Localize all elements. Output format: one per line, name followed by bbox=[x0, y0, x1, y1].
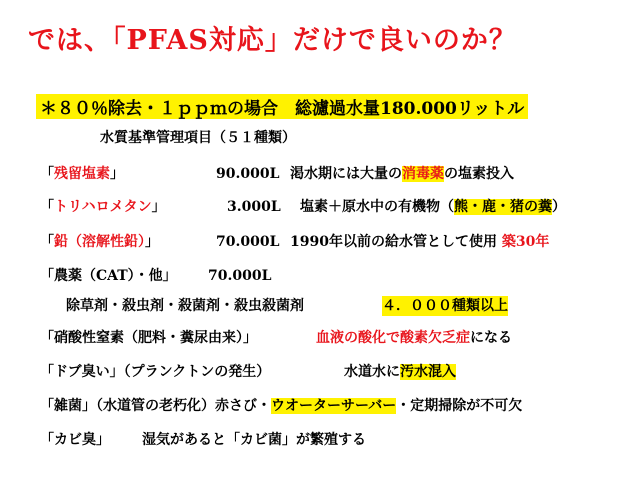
item-value: 3.000L bbox=[227, 199, 281, 215]
item-sewage-smell bbox=[40, 362, 630, 382]
item-name: 「カビ臭」 bbox=[40, 432, 110, 448]
item-name: 鉛（溶解性鉛） bbox=[54, 234, 145, 250]
item-nitrate bbox=[40, 328, 630, 348]
item-note: 「雑菌」（水道管の老朽化）赤さび・ウオーターサーバー・定期掃除が不可欠 bbox=[40, 398, 523, 414]
bracket: 」 bbox=[110, 166, 124, 182]
bracket: 「 bbox=[40, 166, 54, 182]
pesticide-count: ４．０００種類以上 bbox=[382, 298, 508, 314]
item-residual-chlorine bbox=[40, 164, 630, 184]
item-name: 「ドブ臭い」（プランクトンの発生） bbox=[40, 364, 271, 380]
item-note: 渇水期には大量の消毒薬の塩素投入 bbox=[290, 166, 514, 182]
item-pesticides bbox=[40, 266, 630, 286]
item-value: 90.000L bbox=[216, 166, 280, 182]
item-value: 70.000L bbox=[208, 268, 272, 284]
item-lead bbox=[40, 232, 630, 252]
slide-title: では、「PFAS対応」だけで良いのか？ bbox=[28, 25, 517, 56]
bracket: 「 bbox=[40, 234, 54, 250]
item-note: 水道水に汚水混入 bbox=[344, 364, 456, 380]
item-name: 残留塩素 bbox=[54, 166, 110, 182]
bracket: 」 bbox=[151, 199, 166, 215]
item-note: 塩素＋原水中の有機物（熊・鹿・猪の糞） bbox=[300, 199, 566, 215]
item-name: トリハロメタン bbox=[54, 199, 152, 215]
item-note: 湿気があると「カビ菌」が繁殖する bbox=[142, 432, 366, 448]
bracket: 」 bbox=[145, 234, 159, 250]
item-name: 「硝酸性窒素（肥料・糞尿由来）」 bbox=[40, 330, 257, 346]
item-name: 「農薬（CAT）・他」 bbox=[40, 268, 177, 284]
item-value: 70.000L bbox=[216, 234, 280, 250]
item-trihalomethane bbox=[40, 197, 630, 217]
section-title: 水質基準管理項目（５１種類） bbox=[100, 130, 296, 146]
item-bacteria bbox=[40, 396, 635, 416]
pesticide-types bbox=[66, 296, 636, 316]
summary-headline: ＊８０％除去・１ｐｐｍの場合 総濾過水量180.000リットル bbox=[36, 94, 528, 119]
item-mold bbox=[40, 430, 630, 450]
item-note: 1990年以前の給水管として使用 築30年 bbox=[290, 234, 550, 250]
bracket: 「 bbox=[40, 199, 54, 215]
item-note: 血液の酸化で酸素欠乏症になる bbox=[316, 330, 512, 346]
pesticide-list: 除草剤・殺虫剤・殺菌剤・殺虫殺菌剤 bbox=[66, 298, 304, 314]
